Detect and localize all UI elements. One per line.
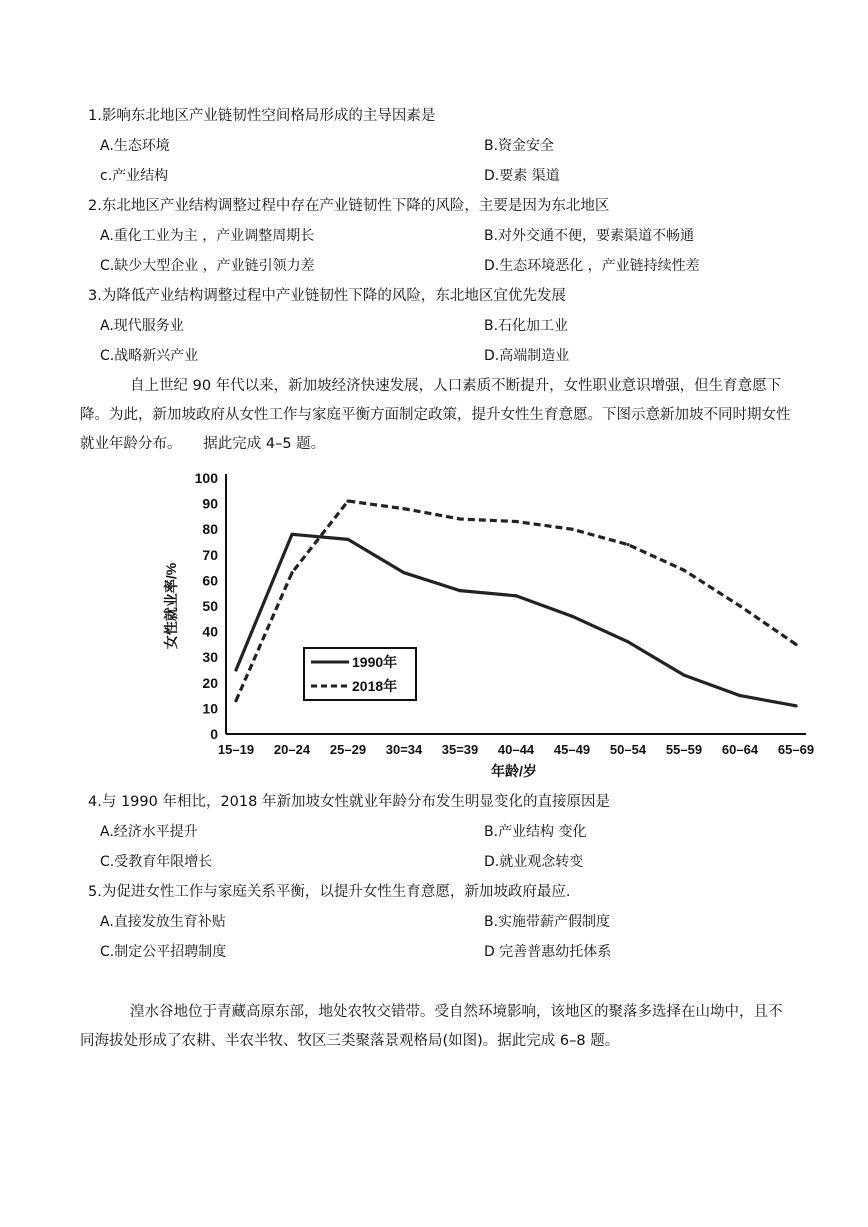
question-3-option-d: D.高端制造业 [484,348,570,364]
passage-huangshui: 湟水谷地位于青藏高原东部，地处农牧交错带。受自然环境影响，该地区的聚落多选择在山坳中，且不同海拔处形成了农耕、半农半牧、牧区三类聚落景观格局(如图)。据此完成 6–8 题。 [80,1004,783,1049]
question-1-option-d: D.要素 渠道 [484,168,560,184]
data-point-0-8 [682,674,685,677]
data-point-1-1 [290,571,293,574]
question-2-option-a: A.重化工业为主 ，产业调整周期长 [100,228,315,244]
x-tick-label-9: 60–64 [721,742,759,757]
data-point-1-7 [626,543,629,546]
question-1-stem: 1.影响东北地区产业链韧性空间格局形成的主导因素是 [88,108,436,124]
x-axis-label: 年龄/岁 [491,763,537,779]
data-point-0-6 [570,615,573,618]
y-tick-label-5: 50 [202,598,218,614]
data-point-0-4 [458,589,461,592]
data-point-0-1 [290,533,293,536]
x-tick-label-0: 15–19 [217,742,255,757]
question-5-stem: 5.为促进女性工作与家庭关系平衡，以提升女性生育意愿，新加坡政府最应. [88,884,571,900]
x-tick-label-10: 65–69 [777,742,815,757]
question-4-option-a: A.经济水平提升 [100,824,198,840]
question-2-option-c: C.缺少大型企业 ，产业链引领力差 [100,258,315,274]
data-point-0-3 [402,571,405,574]
data-point-0-10 [794,704,797,707]
employment-line-chart [160,462,820,782]
question-3-option-a: A.现代服务业 [100,318,184,334]
question-2-stem: 2.东北地区产业结构调整过程中存在产业链韧性下降的风险，主要是因为东北地区 [88,198,610,214]
x-tick-label-5: 40–44 [497,742,535,757]
question-3-option-b: B.石化加工业 [484,318,569,334]
x-tick-label-6: 45–49 [553,742,591,757]
data-point-0-0 [234,668,237,671]
legend-2018-label: 2018年 [352,678,398,694]
x-tick-label-1: 20–24 [273,742,311,757]
question-1-option-a: A.生态环境 [100,138,170,154]
x-tick-label-7: 50–54 [609,742,647,757]
y-tick-label-4: 40 [202,623,218,640]
y-tick-label-0: 0 [210,726,218,742]
data-point-1-5 [514,520,517,523]
data-point-1-10 [794,643,797,646]
data-point-1-3 [402,507,405,510]
x-tick-label-8: 55–59 [665,742,703,757]
passage-singapore: 自上世纪 90 年代以来，新加坡经济快速发展，人口素质不断提升，女性职业意识增强，但生育意愿下降。为此，新加坡政府从女性工作与家庭平衡方面制定政策，提升女性生育意愿。下图示意新加坡不同时期女性就业年龄分布。 据此完成 4–5 题。 [80,378,791,452]
question-3-stem: 3.为降低产业结构调整过程中产业链韧性下降的风险，东北地区宜优先发展 [88,288,566,304]
question-5-option-c: C.制定公平招聘制度 [100,944,227,960]
question-5-option-d: D 完善普惠幼托体系 [484,944,612,960]
data-point-0-2 [346,538,349,541]
y-tick-label-3: 30 [202,649,218,666]
question-4-option-c: C.受教育年限增长 [100,854,213,870]
data-point-0-5 [514,594,517,597]
y-tick-label-2: 20 [202,674,218,691]
question-2-option-b: B.对外交通不便，要素渠道不畅通 [484,228,695,244]
data-point-0-9 [738,694,741,697]
x-tick-label-3: 30=34 [385,742,423,757]
chart-legend [304,648,416,700]
x-tick-label-2: 25–29 [329,742,367,757]
question-5-option-a: A.直接发放生育补贴 [100,914,226,930]
question-5-option-b: B.实施带薪产假制度 [484,914,611,930]
question-3-option-c: C.战略新兴产业 [100,348,199,364]
legend-1990-label: 1990年 [352,654,398,670]
data-point-1-8 [682,569,685,572]
y-tick-label-6: 60 [202,572,218,589]
question-4-option-b: B.产业结构 变化 [484,824,587,840]
data-point-1-6 [570,528,573,531]
x-tick-label-4: 35=39 [441,742,479,757]
y-axis-label: 女性就业率/% [163,562,179,650]
y-tick-label-7: 70 [202,546,218,563]
x-axis-ticks [218,742,814,757]
data-point-0-7 [626,640,629,643]
question-1-option-b: B.资金安全 [484,138,555,154]
data-point-1-9 [738,604,741,607]
y-tick-label-9: 90 [202,495,218,512]
y-axis-ticks [195,470,219,742]
y-tick-label-10: 100 [194,470,218,486]
data-point-1-0 [234,699,237,702]
question-4-stem: 4.与 1990 年相比，2018 年新加坡女性就业年龄分布发生明显变化的直接原因是 [88,794,610,810]
question-1-option-c: c.产业结构 [100,168,169,184]
y-tick-label-1: 10 [202,700,218,717]
question-2-option-d: D.生态环境恶化 ，产业链持续性差 [484,258,700,274]
question-4-option-d: D.就业观念转变 [484,854,584,870]
data-point-1-2 [346,499,349,502]
data-point-1-4 [458,517,461,520]
y-tick-label-8: 80 [202,521,218,538]
